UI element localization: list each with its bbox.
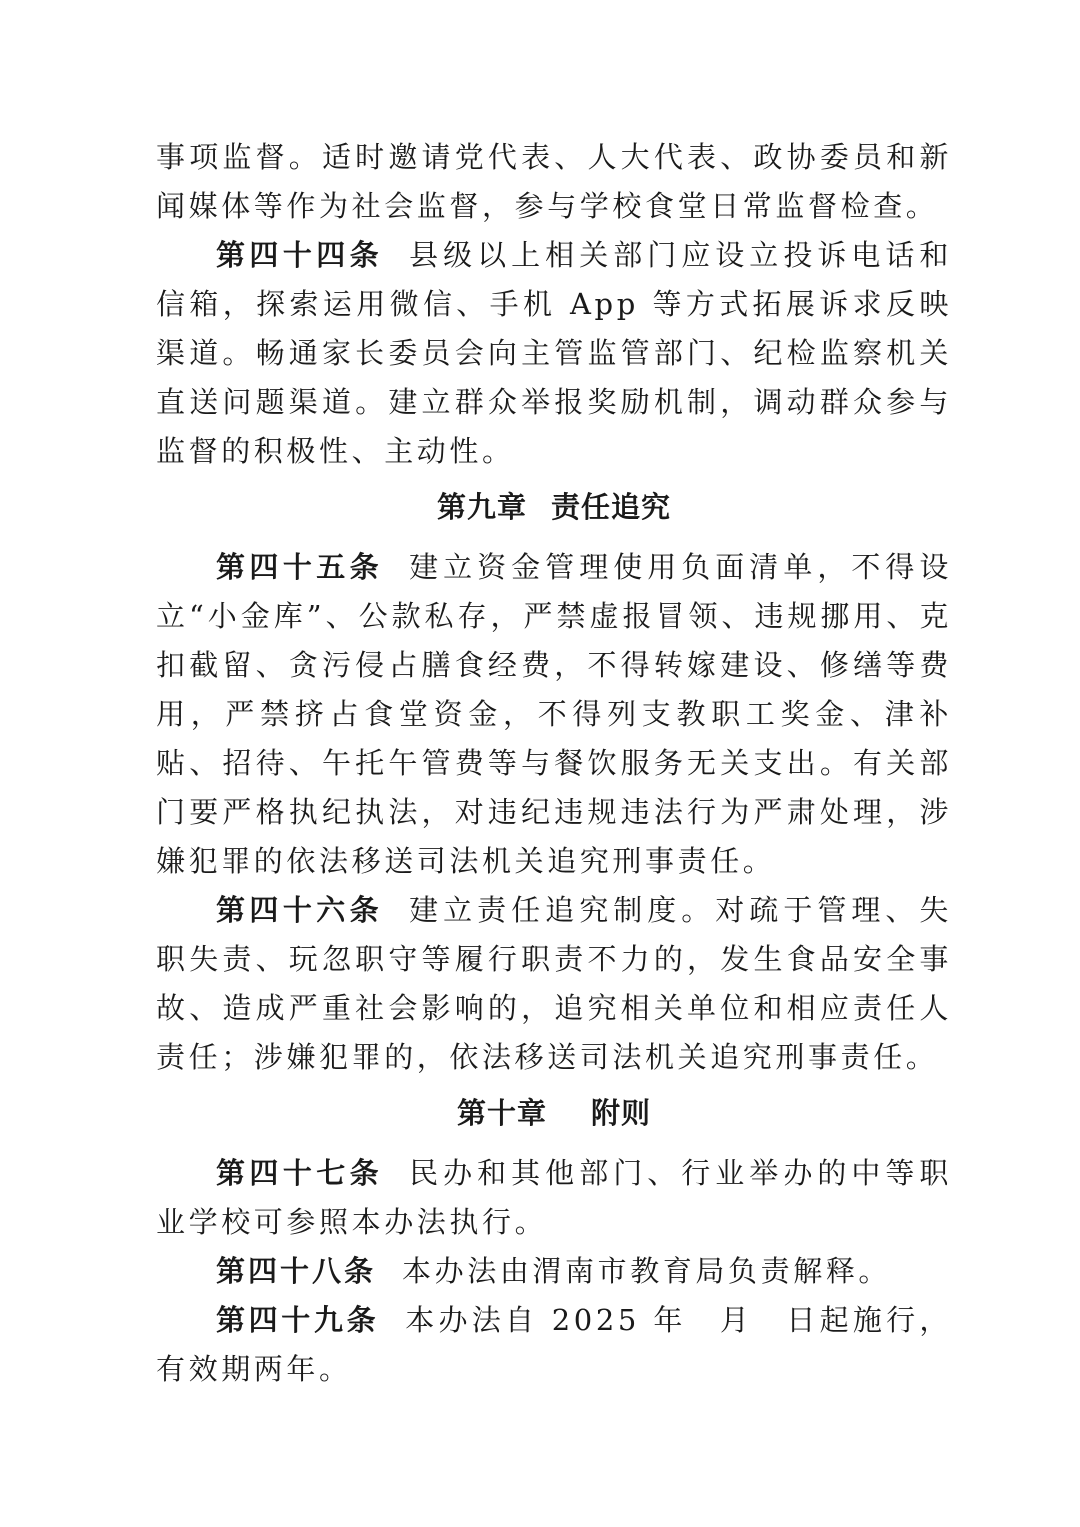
article-48-text: 本办法由渭南市教育局负责解释。: [402, 1254, 892, 1288]
article-45-text: 建立资金管理使用负面清单，不得设立“小金库”、公款私存，严禁虚报冒领、违规挪用、克扣截留、贪污侵占膳食经费，不得转嫁建设、修缮等费用，严禁挤占食堂资金，不得列支教职工奖金、津补贴、招待、午托午管费等与餐饮服务无关支出。有关部门要严格执纪执法，对违纪违规违法行为严肃处理，涉嫌犯罪的依法移送司法机关追究刑事责任。: [156, 550, 952, 878]
article-49-text: 本办法自 2025 年 月 日起施行，有效期两年。: [156, 1303, 952, 1386]
article-44: [156, 231, 952, 476]
chapter-9-number: 第九章: [436, 490, 527, 524]
article-49: [156, 1296, 952, 1394]
article-44-text: 县级以上相关部门应设立投诉电话和信箱，探索运用微信、手机 App 等方式拓展诉求反映渠道。畅通家长委员会向主管监管部门、纪检监察机关直送问题渠道。建立群众举报奖励机制，调动群众参与监督的积极性、主动性。: [156, 238, 952, 468]
article-46: [156, 886, 952, 1082]
article-48-label: 第四十八条: [216, 1254, 377, 1288]
article-49-label: 第四十九条: [216, 1303, 380, 1337]
continued-paragraph: 事项监督。适时邀请党代表、人大代表、政协委员和新闻媒体等作为社会监督，参与学校食堂日常监督检查。: [156, 140, 952, 223]
chapter-9-title: 责任追究: [551, 490, 672, 524]
article-47: [156, 1149, 952, 1247]
article-46-label: 第四十六条: [216, 893, 384, 927]
article-48: [156, 1247, 952, 1296]
chapter-10-number: 第十章: [456, 1096, 547, 1130]
article-47-label: 第四十七条: [216, 1156, 384, 1190]
document-body: [156, 133, 952, 1394]
article-45: [156, 543, 952, 886]
article-46-text: 建立责任追究制度。对疏于管理、失职失责、玩忽职守等履行职责不力的，发生食品安全事故、造成严重社会影响的，追究相关单位和相应责任人责任；涉嫌犯罪的，依法移送司法机关追究刑事责任。: [156, 893, 952, 1074]
chapter-10-title: 附则: [591, 1096, 652, 1130]
chapter-10-heading: [156, 1089, 952, 1138]
article-47-text: 民办和其他部门、行业举办的中等职业学校可参照本办法执行。: [156, 1156, 952, 1239]
chapter-9-heading: [156, 483, 952, 532]
article-44-label: 第四十四条: [216, 238, 384, 272]
article-45-label: 第四十五条: [216, 550, 384, 584]
